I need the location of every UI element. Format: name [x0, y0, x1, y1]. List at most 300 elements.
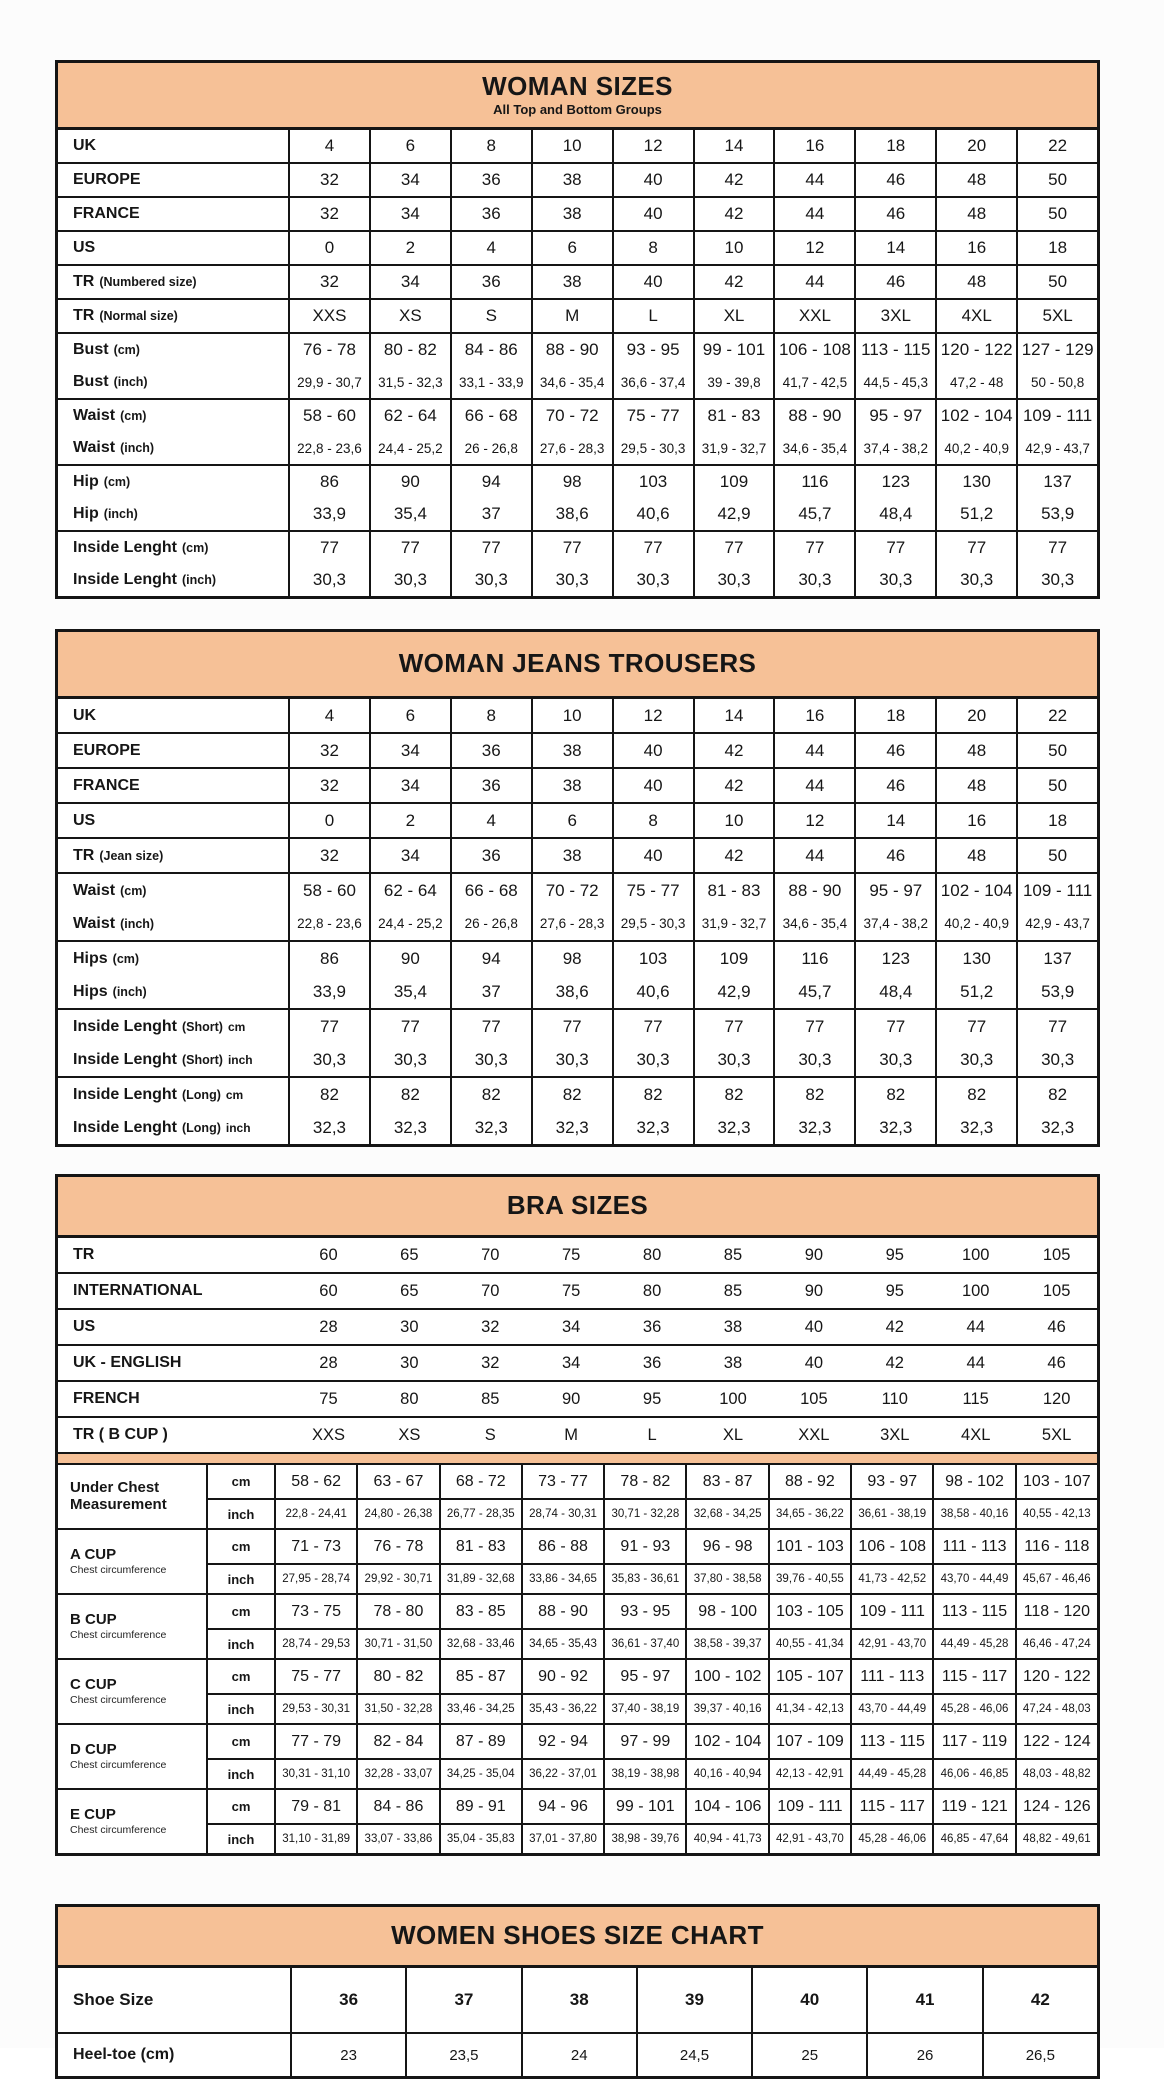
size-value: 32,3: [288, 1111, 369, 1144]
size-value: 6: [369, 130, 450, 162]
cup-measure-value: 47,24 - 48,03: [1015, 1695, 1097, 1723]
size-value: 14: [693, 130, 774, 162]
size-value: 36: [450, 839, 531, 872]
cup-measure-value: 34,65 - 35,43: [521, 1630, 603, 1658]
row-label: Shoe Size: [73, 1990, 154, 2009]
cup-measure-value: 113 - 115: [850, 1725, 932, 1758]
bra-size-value: 100: [961, 1281, 990, 1300]
woman-jeans-body: [58, 699, 1097, 1144]
cup-measure-value: 92 - 94: [521, 1725, 603, 1758]
size-row: [58, 300, 1097, 332]
cup-measure-value: 33,86 - 34,65: [521, 1565, 603, 1593]
size-value: 12: [773, 232, 854, 264]
size-row: [58, 804, 1097, 837]
shoe-size-value: 42: [982, 1968, 1097, 2032]
cup-label: B CUP: [70, 1610, 117, 1628]
size-value: 40: [612, 734, 693, 767]
size-value: 82: [693, 1078, 774, 1111]
cup-measure-value: 58 - 62: [274, 1465, 356, 1498]
row-label: Heel-toe (cm): [73, 2046, 175, 2063]
bra-size-value: 95: [885, 1245, 904, 1264]
size-value: 35,4: [369, 498, 450, 530]
size-value: 99 - 101: [693, 334, 774, 366]
size-value: 36,6 - 37,4: [612, 366, 693, 398]
size-value: 30,3: [693, 1043, 774, 1076]
size-value: 42,9 - 43,7: [1016, 432, 1097, 464]
row-label-main: EUROPE: [73, 171, 141, 188]
size-value: 44: [773, 839, 854, 872]
bra-size-value: 75: [319, 1389, 338, 1408]
size-value: 40,6: [612, 498, 693, 530]
cup-measure-value: 82 - 84: [356, 1725, 438, 1758]
cup-measure-value: 107 - 109: [768, 1725, 850, 1758]
cup-measure-value: 48,03 - 48,82: [1015, 1760, 1097, 1788]
row-label-suffix: cm: [227, 1019, 246, 1034]
unit-label: cm: [206, 1530, 274, 1563]
row-label: [58, 699, 288, 732]
cup-measure-value: 86 - 88: [521, 1530, 603, 1563]
size-value: 106 - 108: [773, 334, 854, 366]
shoe-size-value: 24: [521, 2034, 636, 2076]
cup-measure-value: 36,61 - 37,40: [603, 1630, 685, 1658]
size-value: 12: [612, 699, 693, 732]
row-label-paren: (inch): [113, 375, 148, 389]
cup-measure-value: 77 - 79: [274, 1725, 356, 1758]
size-value: 58 - 60: [288, 400, 369, 432]
size-value: 30,3: [531, 564, 612, 596]
size-value: 30,3: [935, 564, 1016, 596]
size-value: 10: [531, 699, 612, 732]
unit-label: cm: [206, 1595, 274, 1628]
size-value: 77: [693, 532, 774, 564]
size-value: 40: [612, 198, 693, 230]
cup-measure-value: 37,01 - 37,80: [521, 1825, 603, 1853]
unit-label: inch: [206, 1825, 274, 1853]
cup-row-group: [58, 1463, 1097, 1528]
size-value: 95 - 97: [854, 874, 935, 907]
cup-measure-value: 111 - 113: [932, 1530, 1014, 1563]
bra-size-value: XXL: [798, 1425, 830, 1444]
row-label-paren: (Short): [182, 1019, 223, 1034]
row-label: UK - ENGLISH: [73, 1354, 182, 1371]
size-value: 123: [854, 466, 935, 498]
cup-measure-value: 43,70 - 44,49: [850, 1695, 932, 1723]
size-value: XXL: [773, 300, 854, 332]
row-label: [58, 942, 288, 975]
size-value: 82: [773, 1078, 854, 1111]
size-row: [58, 564, 1097, 596]
cup-measure-value: 75 - 77: [274, 1660, 356, 1693]
size-value: 22,8 - 23,6: [288, 432, 369, 464]
size-value: 8: [612, 232, 693, 264]
cup-measure-value: 46,06 - 46,85: [932, 1760, 1014, 1788]
size-value: 30,3: [854, 564, 935, 596]
size-value: 82: [450, 1078, 531, 1111]
row-label-main: Hip: [73, 505, 99, 522]
cup-measure-value: 24,80 - 26,38: [356, 1500, 438, 1528]
size-value: 32,3: [369, 1111, 450, 1144]
row-label-main: US: [73, 239, 96, 256]
row-label-main: FRANCE: [73, 205, 140, 222]
cup-measure-value: 33,07 - 33,86: [356, 1825, 438, 1853]
size-row-group: [58, 1008, 1097, 1076]
shoe-size-value: 37: [405, 1968, 520, 2032]
cup-measure-row: [206, 1465, 1097, 1498]
row-label: [58, 232, 288, 264]
size-value: 88 - 90: [773, 400, 854, 432]
size-row: [58, 975, 1097, 1008]
bra-size-value: 46: [1047, 1317, 1066, 1336]
cup-measure-row: [206, 1498, 1097, 1528]
size-value: 90: [369, 942, 450, 975]
cup-measure-value: 32,68 - 34,25: [685, 1500, 767, 1528]
size-value: 34,6 - 35,4: [773, 432, 854, 464]
size-value: M: [531, 300, 612, 332]
row-label-paren: (inch): [182, 573, 217, 587]
size-value: 77: [288, 532, 369, 564]
cup-measure-value: 96 - 98: [685, 1530, 767, 1563]
row-label: [58, 466, 288, 498]
size-value: 39 - 39,8: [693, 366, 774, 398]
cup-sublabel: Chest circumference: [70, 1759, 167, 1772]
size-value: 53,9: [1016, 498, 1097, 530]
size-value: 77: [693, 1010, 774, 1043]
row-label-paren: (cm): [113, 343, 140, 357]
size-row: [58, 366, 1097, 398]
size-value: 42: [693, 164, 774, 196]
unit-label: cm: [206, 1465, 274, 1498]
size-value: 90: [369, 466, 450, 498]
shoe-row: [58, 2032, 1097, 2076]
cup-measure-value: 45,28 - 46,06: [850, 1825, 932, 1853]
size-value: 36: [450, 266, 531, 298]
size-row-group: [58, 699, 1097, 732]
size-value: 51,2: [935, 975, 1016, 1008]
row-label: [58, 874, 288, 907]
size-value: XS: [369, 300, 450, 332]
shoe-size-value: 25: [751, 2034, 866, 2076]
size-value: 4: [450, 804, 531, 837]
cup-measure-value: 36,22 - 37,01: [521, 1760, 603, 1788]
bra-size-value: 115: [962, 1389, 989, 1408]
size-value: 50 - 50,8: [1016, 366, 1097, 398]
row-label-main: TR: [73, 307, 95, 324]
cup-measure-value: 42,91 - 43,70: [768, 1825, 850, 1853]
size-row: [58, 874, 1097, 907]
cup-measure-value: 26,77 - 28,35: [439, 1500, 521, 1528]
size-value: 32,3: [854, 1111, 935, 1144]
size-value: 18: [1016, 232, 1097, 264]
cup-row-group: [58, 1528, 1097, 1593]
size-value: XXS: [288, 300, 369, 332]
size-value: 32: [288, 164, 369, 196]
shoe-size-value: 40: [751, 1968, 866, 2032]
bra-size-value: 46: [1047, 1353, 1066, 1372]
size-value: 32,3: [935, 1111, 1016, 1144]
bra-cup-grid-body: [58, 1463, 1097, 1853]
size-value: 34: [369, 839, 450, 872]
bra-sizes-title: BRA SIZES: [506, 1190, 649, 1221]
unit-label: cm: [206, 1660, 274, 1693]
row-label: [58, 1043, 288, 1076]
size-value: 77: [612, 1010, 693, 1043]
cup-measure-value: 33,46 - 34,25: [439, 1695, 521, 1723]
bra-conversion-body: [58, 1238, 1097, 1452]
size-value: 137: [1016, 466, 1097, 498]
size-value: 38: [531, 839, 612, 872]
row-label: [58, 498, 288, 530]
size-value: S: [450, 300, 531, 332]
cup-measure-value: 83 - 85: [439, 1595, 521, 1628]
cup-sublabel: Chest circumference: [70, 1824, 167, 1837]
cup-measure-value: 44,49 - 45,28: [932, 1630, 1014, 1658]
cup-measure-value: 36,61 - 38,19: [850, 1500, 932, 1528]
size-value: 38: [531, 769, 612, 802]
cup-measure-value: 105 - 107: [768, 1660, 850, 1693]
size-value: 4: [450, 232, 531, 264]
size-value: 45,7: [773, 498, 854, 530]
cup-measure-value: 106 - 108: [850, 1530, 932, 1563]
cup-measure-value: 35,83 - 36,61: [603, 1565, 685, 1593]
cup-measure-value: 124 - 126: [1015, 1790, 1097, 1823]
size-value: 94: [450, 942, 531, 975]
row-label-paren: (inch): [103, 507, 138, 521]
bra-size-value: 4XL: [961, 1425, 991, 1444]
cup-rows: [206, 1790, 1097, 1853]
size-value: 48,4: [854, 498, 935, 530]
size-row-group: [58, 332, 1097, 398]
size-value: 30,3: [450, 564, 531, 596]
size-value: 14: [854, 232, 935, 264]
unit-label: cm: [206, 1725, 274, 1758]
cup-measure-value: 42,13 - 42,91: [768, 1760, 850, 1788]
cup-measure-value: 40,16 - 40,94: [685, 1760, 767, 1788]
row-label-main: TR: [73, 273, 95, 290]
cup-measure-value: 31,50 - 32,28: [356, 1695, 438, 1723]
row-label-main: Inside Lenght: [73, 1085, 177, 1103]
size-value: 46: [854, 266, 935, 298]
row-label-paren: (Short): [182, 1052, 223, 1067]
size-value: 8: [450, 130, 531, 162]
size-value: 22: [1016, 130, 1097, 162]
cup-measure-value: 73 - 77: [521, 1465, 603, 1498]
cup-measure-value: 90 - 92: [521, 1660, 603, 1693]
size-value: 31,9 - 32,7: [693, 907, 774, 940]
size-value: 109: [693, 942, 774, 975]
size-value: 137: [1016, 942, 1097, 975]
size-value: 0: [288, 232, 369, 264]
size-row: [58, 232, 1097, 264]
bra-size-value: 90: [804, 1281, 824, 1300]
cup-measure-value: 22,8 - 24,41: [274, 1500, 356, 1528]
cup-measure-row: [206, 1628, 1097, 1658]
size-value: 44,5 - 45,3: [854, 366, 935, 398]
unit-label: inch: [206, 1760, 274, 1788]
bra-sizes-header: [58, 1177, 1097, 1238]
bra-size-value: 75: [561, 1281, 581, 1300]
size-value: 40,6: [612, 975, 693, 1008]
size-value: 109 - 111: [1016, 400, 1097, 432]
size-value: 26 - 26,8: [450, 432, 531, 464]
bra-size-value: XS: [398, 1425, 421, 1444]
size-value: 32: [288, 734, 369, 767]
size-value: 30,3: [773, 1043, 854, 1076]
row-label-paren: (cm): [112, 951, 140, 966]
size-value: 58 - 60: [288, 874, 369, 907]
size-value: 34: [369, 734, 450, 767]
size-value: 16: [773, 130, 854, 162]
size-value: 46: [854, 769, 935, 802]
size-value: 33,9: [288, 975, 369, 1008]
bra-size-value: 38: [723, 1353, 743, 1372]
size-value: 51,2: [935, 498, 1016, 530]
bra-size-value: 30: [400, 1317, 419, 1336]
cup-measure-value: 109 - 111: [768, 1790, 850, 1823]
size-value: 35,4: [369, 975, 450, 1008]
size-value: 84 - 86: [450, 334, 531, 366]
cup-measure-value: 109 - 111: [850, 1595, 932, 1628]
cup-measure-value: 38,98 - 39,76: [603, 1825, 685, 1853]
shoe-row: [58, 1968, 1097, 2032]
size-value: 30,3: [612, 564, 693, 596]
woman-jeans-table: [55, 629, 1100, 1147]
size-value: 109 - 111: [1016, 874, 1097, 907]
cup-measure-value: 38,19 - 38,98: [603, 1760, 685, 1788]
cup-measure-value: 102 - 104: [685, 1725, 767, 1758]
cup-measure-value: 73 - 75: [274, 1595, 356, 1628]
bra-conversion-row: [58, 1344, 1097, 1380]
size-row: [58, 699, 1097, 732]
size-value: 16: [935, 804, 1016, 837]
size-value: 81 - 83: [693, 874, 774, 907]
woman-sizes-title: WOMAN SIZES: [482, 70, 673, 101]
bra-size-value: 32: [481, 1317, 500, 1336]
bra-size-value: 120: [1042, 1389, 1071, 1408]
size-value: 36: [450, 164, 531, 196]
size-value: 77: [612, 532, 693, 564]
cup-sublabel: Chest circumference: [70, 1629, 167, 1642]
size-value: 127 - 129: [1016, 334, 1097, 366]
size-value: 48: [935, 734, 1016, 767]
bra-size-value: 30: [400, 1353, 419, 1372]
size-value: 32: [288, 769, 369, 802]
bra-size-value: L: [647, 1425, 657, 1444]
size-row: [58, 1078, 1097, 1111]
size-value: 98: [531, 942, 612, 975]
cup-measure-value: 119 - 121: [932, 1790, 1014, 1823]
bra-size-value: 65: [400, 1245, 419, 1264]
size-row-group: [58, 767, 1097, 802]
size-row: [58, 130, 1097, 162]
row-label: [58, 1010, 288, 1043]
bra-size-value: S: [484, 1425, 496, 1444]
size-value: 29,5 - 30,3: [612, 907, 693, 940]
size-value: 30,3: [854, 1043, 935, 1076]
row-label-paren: (cm): [103, 475, 131, 489]
size-value: 32,3: [1016, 1111, 1097, 1144]
bra-size-value: 80: [642, 1245, 662, 1264]
bra-size-value: 85: [723, 1245, 743, 1264]
size-value: 6: [531, 232, 612, 264]
cup-measure-value: 39,76 - 40,55: [768, 1565, 850, 1593]
cup-measure-value: 39,37 - 40,16: [685, 1695, 767, 1723]
size-value: 6: [531, 804, 612, 837]
size-value: 32,3: [693, 1111, 774, 1144]
size-value: 20: [935, 699, 1016, 732]
size-value: 80 - 82: [369, 334, 450, 366]
size-value: 12: [773, 804, 854, 837]
size-value: 86: [288, 942, 369, 975]
size-value: 31,5 - 32,3: [369, 366, 450, 398]
bra-conversion-row: [58, 1308, 1097, 1344]
size-value: 77: [531, 1010, 612, 1043]
cup-label-cell: [58, 1465, 206, 1528]
bra-size-value: 38: [723, 1317, 743, 1336]
row-label-main: UK: [73, 137, 97, 154]
size-value: 38,6: [531, 498, 612, 530]
size-value: 38,6: [531, 975, 612, 1008]
size-row-group: [58, 802, 1097, 837]
size-value: 38: [531, 198, 612, 230]
size-value: 62 - 64: [369, 874, 450, 907]
size-row: [58, 532, 1097, 564]
size-value: 75 - 77: [612, 400, 693, 432]
cup-measure-value: 93 - 97: [850, 1465, 932, 1498]
size-value: 18: [854, 130, 935, 162]
size-value: 42: [693, 839, 774, 872]
shoe-size-value: 26: [866, 2034, 981, 2076]
size-row: [58, 432, 1097, 464]
cup-measure-value: 78 - 82: [603, 1465, 685, 1498]
unit-label: inch: [206, 1630, 274, 1658]
size-value: 29,9 - 30,7: [288, 366, 369, 398]
size-value: 44: [773, 769, 854, 802]
bra-size-value: 110: [881, 1389, 908, 1408]
cup-label-cell: [58, 1660, 206, 1723]
cup-measure-value: 40,94 - 41,73: [685, 1825, 767, 1853]
size-value: 26 - 26,8: [450, 907, 531, 940]
bra-size-value: 80: [642, 1281, 662, 1300]
size-row: [58, 266, 1097, 298]
row-label-main: Bust: [73, 341, 109, 358]
bra-size-value: 44: [966, 1317, 985, 1336]
cup-measure-value: 91 - 93: [603, 1530, 685, 1563]
size-value: 8: [450, 699, 531, 732]
size-value: 123: [854, 942, 935, 975]
cup-measure-value: 104 - 106: [685, 1790, 767, 1823]
size-value: 33,9: [288, 498, 369, 530]
size-value: 10: [531, 130, 612, 162]
bra-size-value: 80: [400, 1389, 419, 1408]
bra-size-value: 70: [481, 1245, 500, 1264]
cup-measure-value: 71 - 73: [274, 1530, 356, 1563]
size-value: 24,4 - 25,2: [369, 432, 450, 464]
size-value: 37: [450, 498, 531, 530]
cup-sublabel: Chest circumference: [70, 1694, 167, 1707]
size-value: 82: [935, 1078, 1016, 1111]
size-value: 34: [369, 198, 450, 230]
cup-measure-value: 103 - 107: [1015, 1465, 1097, 1498]
size-value: 46: [854, 839, 935, 872]
size-value: 5XL: [1016, 300, 1097, 332]
size-row: [58, 1111, 1097, 1144]
row-label-main: Waist: [73, 407, 116, 424]
size-value: 82: [854, 1078, 935, 1111]
cup-measure-value: 76 - 78: [356, 1530, 438, 1563]
cup-measure-value: 78 - 80: [356, 1595, 438, 1628]
row-label-main: Inside Lenght: [73, 539, 177, 556]
size-value: 82: [1016, 1078, 1097, 1111]
